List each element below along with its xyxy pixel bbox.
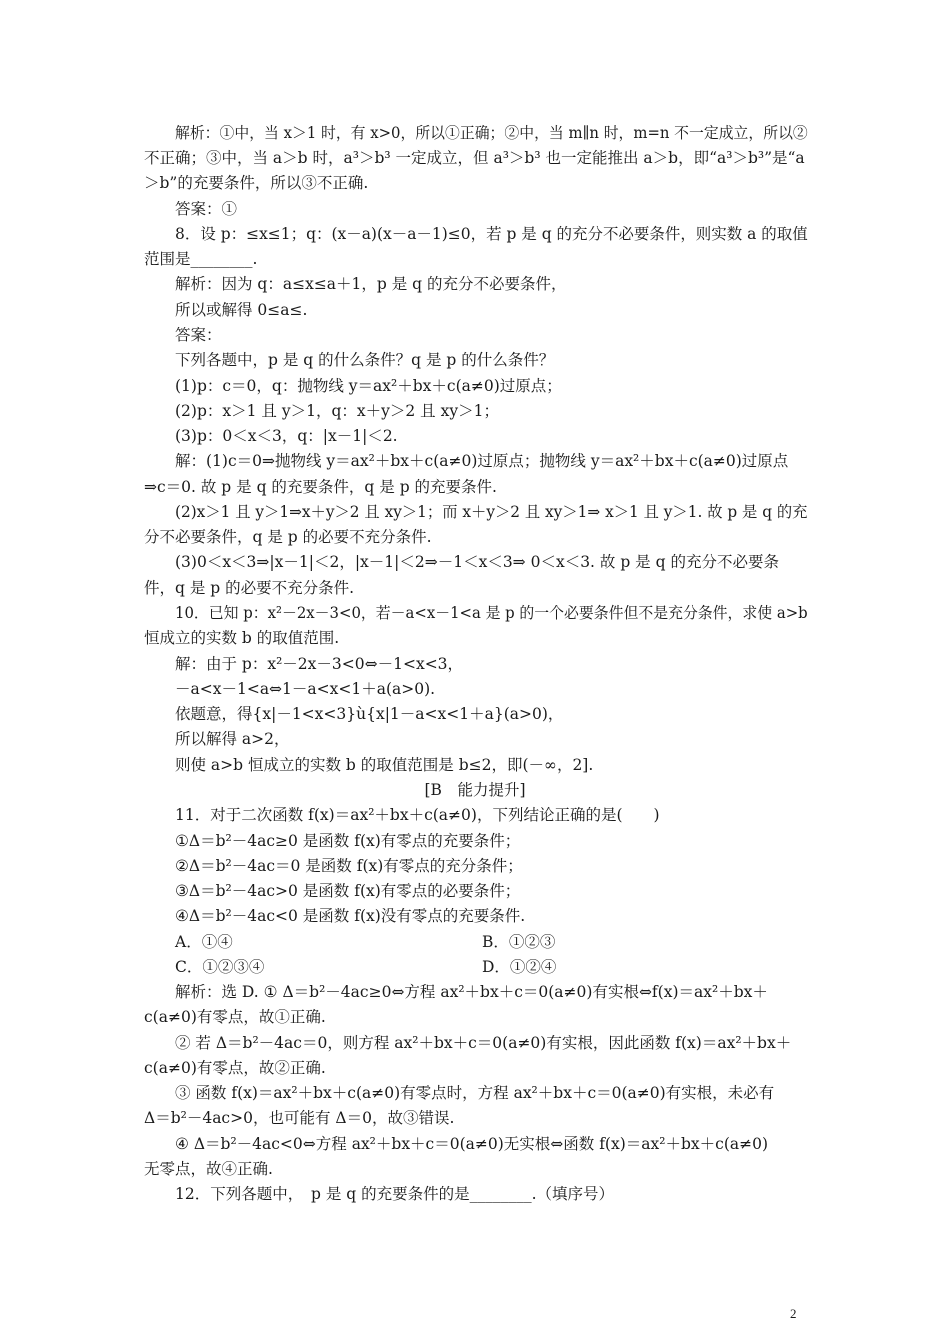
question-8: 8．设 p：≤x≤1；q：(x－a)(x－a－1)≤0，若 p 是 q 的充分不必要条件，则实数 a 的取值 bbox=[175, 225, 808, 243]
option-d: D．①②④ bbox=[482, 958, 557, 976]
text-line: (3)0＜x＜3⇒|x－1|＜2，|x－1|＜2⇒－1＜x＜3⇒ 0＜x＜3. 故 p 是 q 的充分不必要条 bbox=[175, 553, 779, 571]
text-line: ③Δ＝b²－4ac>0 是函数 f(x)有零点的必要条件； bbox=[175, 882, 521, 900]
text-line: 解析：选 D. ① Δ＝b²－4ac≥0⇔方程 ax²＋bx＋c＝0(a≠0)有实根⇔f(x)＝ax²＋bx＋ bbox=[175, 983, 768, 1001]
option-c: C．①②③④ bbox=[175, 958, 265, 976]
text-line: Δ＝b²－4ac>0，也可能有 Δ＝0，故③错误. bbox=[144, 1109, 455, 1127]
text-line: －a<x－1<a⇔1－a<x<1＋a(a>0). bbox=[175, 680, 436, 698]
text-line: 恒成立的实数 b 的取值范围. bbox=[144, 629, 340, 647]
section-heading: [B 能力提升] bbox=[424, 781, 526, 799]
text-line: (2)p：x＞1 且 y＞1，q：x＋y＞2 且 xy＞1； bbox=[175, 402, 499, 420]
text-line: ①Δ＝b²－4ac≥0 是函数 f(x)有零点的充要条件； bbox=[175, 832, 521, 850]
option-b: B．①②③ bbox=[482, 933, 556, 951]
text-line: 所以或解得 0≤a≤. bbox=[175, 301, 308, 319]
text-line: (2)x＞1 且 y＞1⇒x＋y＞2 且 xy＞1；而 x＋y＞2 且 xy＞1⇒ x＞1 且 y＞1. 故 p 是 q 的充 bbox=[175, 503, 808, 521]
text-line: 不正确；③中，当 a＞b 时，a³＞b³ 一定成立，但 a³＞b³ 也一定能推出 a＞b，即“a³＞b³”是“a bbox=[144, 149, 805, 167]
text-line: 解析：①中，当 x＞1 时，有 x>0，所以①正确；②中，当 m∥n 时，m=n 不一定成立，所以② bbox=[175, 124, 808, 142]
text-line: 答案：① bbox=[175, 200, 238, 218]
text-line: 解：(1)c＝0⇒抛物线 y＝ax²＋bx＋c(a≠0)过原点；抛物线 y＝ax²＋bx＋c(a≠0)过原点 bbox=[175, 452, 789, 470]
text-line: 答案： bbox=[175, 326, 222, 344]
question-10: 10．已知 p：x²－2x－3<0，若－a<x－1<a 是 p 的一个必要条件但不是充分条件，求使 a>b bbox=[175, 604, 808, 622]
question-9: 下列各题中，p 是 q 的什么条件？q 是 p 的什么条件？ bbox=[175, 351, 555, 369]
text-line: 无零点，故④正确. bbox=[144, 1160, 273, 1178]
text-line: 所以解得 a>2， bbox=[175, 730, 290, 748]
text-line: 解析：因为 q：a≤x≤a＋1，p 是 q 的充分不必要条件， bbox=[175, 275, 567, 293]
page-number: 2 bbox=[790, 1306, 797, 1321]
text-line: 件，q 是 p 的必要不充分条件. bbox=[144, 579, 355, 597]
text-line: 分不必要条件，q 是 p 的必要不充分条件. bbox=[144, 528, 432, 546]
text-line: ②Δ＝b²－4ac＝0 是函数 f(x)有零点的充分条件； bbox=[175, 857, 523, 875]
text-line: 解：由于 p：x²－2x－3<0⇔－1<x<3， bbox=[175, 655, 464, 673]
text-line: ＞b”的充要条件，所以③不正确. bbox=[144, 174, 369, 192]
text-line: 依题意，得{x|－1<x<3}ù{x|1－a<x<1＋a}(a>0)， bbox=[175, 705, 564, 723]
text-line: 则使 a>b 恒成立的实数 b 的取值范围是 b≤2，即(－∞，2]. bbox=[175, 756, 594, 774]
text-line: (3)p：0＜x＜3，q：|x－1|＜2. bbox=[175, 427, 398, 445]
text-line: (1)p：c＝0，q：抛物线 y＝ax²＋bx＋c(a≠0)过原点； bbox=[175, 377, 562, 395]
text-line: ③ 函数 f(x)＝ax²＋bx＋c(a≠0)有零点时，方程 ax²＋bx＋c＝0(a≠0)有实根，未必有 bbox=[175, 1084, 775, 1102]
text-line: ② 若 Δ＝b²－4ac＝0，则方程 ax²＋bx＋c＝0(a≠0)有实根，因此函数 f(x)＝ax²＋bx＋ bbox=[175, 1034, 792, 1052]
option-a: A．①④ bbox=[175, 933, 233, 951]
text-line: ⇒c＝0. 故 p 是 q 的充要条件，q 是 p 的充要条件. bbox=[144, 478, 497, 496]
question-11: 11．对于二次函数 f(x)＝ax²＋bx＋c(a≠0)，下列结论正确的是( ) bbox=[175, 806, 660, 824]
text-line: ④Δ＝b²－4ac<0 是函数 f(x)没有零点的充要条件. bbox=[175, 907, 526, 925]
question-12: 12．下列各题中， p 是 q 的充要条件的是________.（填序号） bbox=[175, 1185, 615, 1203]
text-line: c(a≠0)有零点，故②正确. bbox=[144, 1059, 326, 1077]
text-line: c(a≠0)有零点，故①正确. bbox=[144, 1008, 326, 1026]
text-line: 范围是________. bbox=[144, 250, 258, 268]
text-line: ④ Δ＝b²－4ac<0⇔方程 ax²＋bx＋c＝0(a≠0)无实根⇔函数 f(x)＝ax²＋bx＋c(a≠0) bbox=[175, 1135, 768, 1153]
